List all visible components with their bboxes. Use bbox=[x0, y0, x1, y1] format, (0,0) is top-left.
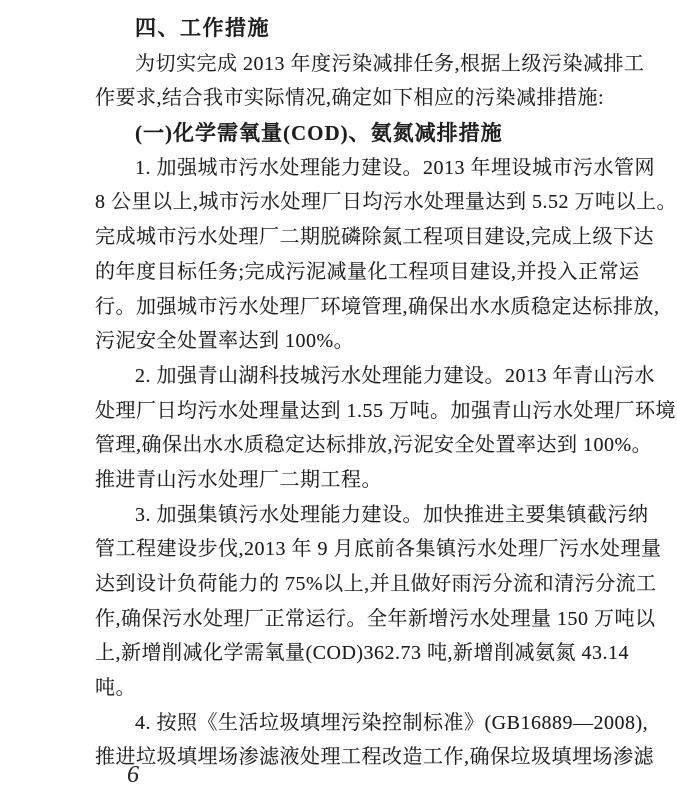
section-heading: 四、工作措施 bbox=[135, 17, 270, 40]
text-line: 达到设计负荷能力的 75%以上,并且做好雨污分流和清污分流工 bbox=[95, 573, 657, 595]
text-line: 推进垃圾填埋场渗滤液处理工程改造工作,确保垃圾填埋场渗滤 bbox=[95, 746, 654, 769]
text-line: 作,确保污水处理厂正常运行。全年新增污水处理量 150 万吨以 bbox=[95, 607, 656, 630]
text-line: 推进青山污水处理厂二期工程。 bbox=[95, 468, 382, 491]
text-line: 2. 加强青山湖科技城污水处理能力建设。2013 年青山污水 bbox=[135, 364, 655, 387]
text-line: 为切实完成 2013 年度污染减排任务,根据上级污染减排工 bbox=[135, 52, 645, 75]
text-line: 管理,确保出水水质稳定达标排放,污泥安全处置率达到 100%。 bbox=[95, 434, 653, 457]
text-line: 8 公里以上,城市污水处理厂日均污水处理量达到 5.52 万吨以上。 bbox=[95, 191, 677, 214]
page-number-partial: 6 bbox=[127, 762, 139, 788]
subsection-heading: (一)化学需氧量(COD)、氨氮减排措施 bbox=[135, 121, 503, 146]
document-body bbox=[95, 12, 677, 775]
text-line: 污泥安全处置率达到 100%。 bbox=[95, 330, 355, 353]
text-line: 1. 加强城市污水处理能力建设。2013 年埋设城市污水管网 bbox=[135, 156, 655, 179]
text-line: 处理厂日均污水处理量达到 1.55 万吨。加强青山污水处理厂环境 bbox=[95, 399, 676, 422]
text-line: 完成城市污水处理厂二期脱磷除氮工程项目建设,完成上级下达 bbox=[95, 226, 654, 249]
text-line: 上,新增削减化学需氧量(COD)362.73 吨,新增削减氨氮 43.14 bbox=[95, 642, 630, 665]
text-line: 行。加强城市污水处理厂环境管理,确保出水水质稳定达标排放, bbox=[95, 295, 660, 318]
text-line: 作要求,结合我市实际情况,确定如下相应的污染减排措施: bbox=[95, 87, 605, 110]
text-line: 管工程建设步伐,2013 年 9 月底前各集镇污水处理厂污水处理量 bbox=[95, 538, 662, 561]
text-line: 3. 加强集镇污水处理能力建设。加快推进主要集镇截污纳 bbox=[135, 503, 649, 526]
text-line: 的年度目标任务;完成污泥减量化工程项目建设,并投入正常运 bbox=[95, 260, 640, 283]
text-line: 吨。 bbox=[95, 677, 136, 700]
text-line: 4. 按照《生活垃圾填埋污染控制标准》(GB16889—2008), bbox=[135, 711, 649, 734]
